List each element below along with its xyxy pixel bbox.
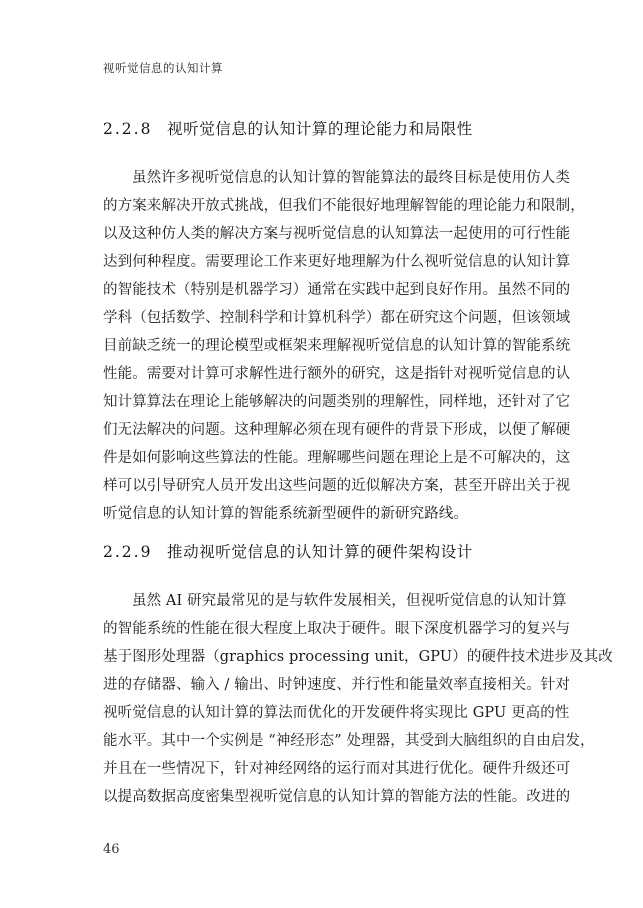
- paragraph-line: 样可以引导研究人员开发出这些问题的近似解决方案，甚至开辟出关于视: [103, 478, 571, 494]
- running-header: 视听觉信息的认知计算: [103, 61, 223, 75]
- paragraph-line: 达到何种程度。需要理论工作来更好地理解为什么视听觉信息的认知计算: [103, 254, 571, 270]
- section-paragraph-2-2-9: [103, 587, 613, 811]
- paragraph-line: 们无法解决的问题。这种理解必须在现有硬件的背景下形成，以便了解硬: [103, 422, 571, 438]
- paragraph-line: 虽然许多视听觉信息的认知计算的智能算法的最终目标是使用仿人类: [132, 170, 570, 186]
- paragraph-line: 进的存储器、输入 / 输出、时钟速度、并行性和能量效率直接相关。针对: [103, 677, 571, 693]
- paragraph-line: 性能。需要对计算可求解性进行额外的研究，这是指针对视听觉信息的认: [103, 366, 571, 382]
- paragraph-line: 虽然 AI 研究最常见的是与软件发展相关，但视听觉信息的认知计算: [132, 593, 567, 609]
- paragraph-line: 的智能技术（特别是机器学习）通常在实践中起到良好作用。虽然不同的: [103, 282, 571, 298]
- section-paragraph-2-2-8: [103, 164, 585, 528]
- paragraph-line: 能水平。其中一个实例是 “神经形态” 处理器，其受到大脑组织的自由启发，: [103, 733, 595, 749]
- paragraph-line: 并且在一些情况下，针对神经网络的运行而对其进行优化。硬件升级还可: [103, 761, 571, 777]
- paragraph-line: 学科（包括数学、控制科学和计算机科学）都在研究这个问题，但该领域: [103, 310, 571, 326]
- paragraph-line: 件是如何影响这些算法的性能。理解哪些问题在理论上是不可解决的，这: [103, 450, 571, 466]
- paragraph-line: 目前缺乏统一的理论模型或框架来理解视听觉信息的认知计算的智能系统: [103, 338, 571, 354]
- paragraph-line: 听觉信息的认知计算的智能系统新型硬件的新研究路线。: [103, 506, 468, 522]
- section-number: 2.2.8: [103, 120, 153, 138]
- page-number: 46: [103, 842, 120, 857]
- paragraph-line: 视听觉信息的认知计算的算法而优化的开发硬件将实现比 GPU 更高的性: [103, 705, 570, 721]
- section-heading-2-2-9: [103, 540, 473, 562]
- section-title: 推动视听觉信息的认知计算的硬件架构设计: [167, 543, 473, 561]
- paragraph-line: 的智能系统的性能在很大程度上取决于硬件。眼下深度机器学习的复兴与: [103, 621, 571, 637]
- paragraph-line: 的方案来解决开放式挑战，但我们不能很好地理解智能的理论能力和限制，: [103, 198, 585, 214]
- section-heading-2-2-8: [103, 117, 473, 139]
- section-title: 视听觉信息的认知计算的理论能力和局限性: [167, 120, 473, 138]
- paragraph-line: 以提高数据高度密集型视听觉信息的认知计算的智能方法的性能。改进的: [103, 789, 571, 805]
- paragraph-line: 以及这种仿人类的解决方案与视听觉信息的认知算法一起使用的可行性能: [103, 226, 571, 242]
- section-number: 2.2.9: [103, 543, 153, 561]
- paragraph-line: 基于图形处理器（graphics processing unit，GPU）的硬件技术进步及其改: [103, 649, 613, 665]
- paragraph-line: 知计算算法在理论上能够解决的问题类别的理解性，同样地，还针对了它: [103, 394, 571, 410]
